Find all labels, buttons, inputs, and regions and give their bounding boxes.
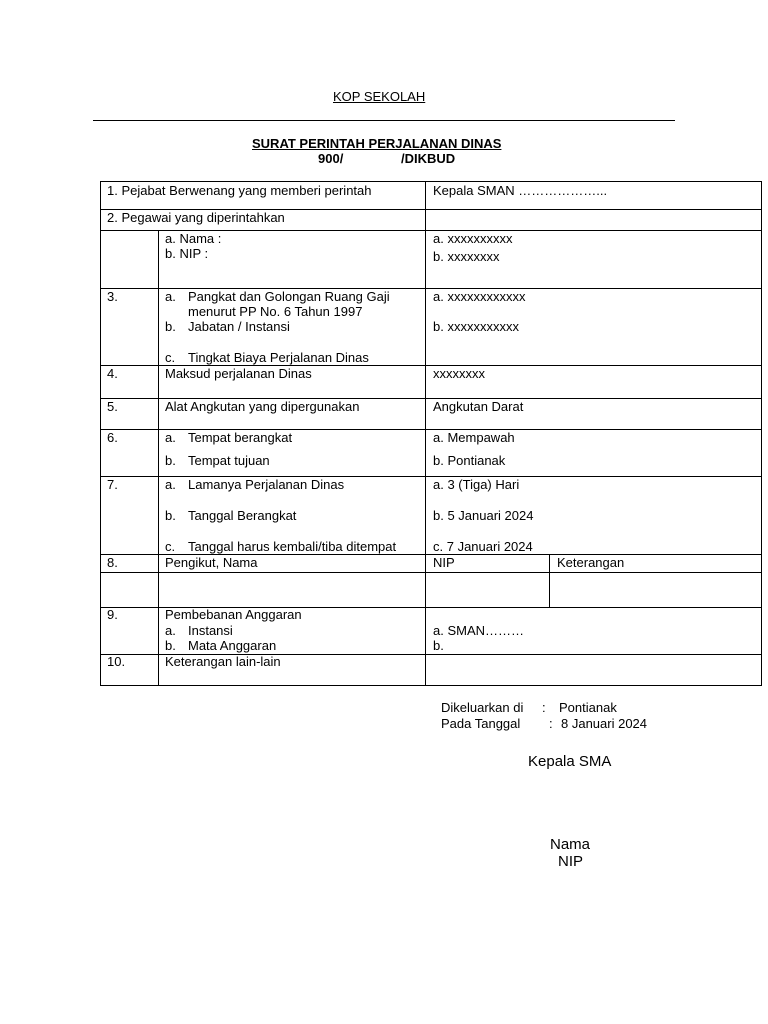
- row7-b-label: Tanggal Berangkat: [188, 508, 297, 523]
- row8-label: Pengikut, Nama: [165, 555, 258, 570]
- row9-label: Pembebanan Anggaran: [165, 607, 302, 622]
- signatory-nip: NIP: [558, 853, 584, 870]
- date-value: 8 Januari 2024: [561, 716, 648, 731]
- row2-b-label: b. NIP :: [165, 246, 209, 261]
- row9-a-value: a. SMAN………: [433, 623, 525, 638]
- row8-keterangan-header: Keterangan: [557, 555, 625, 570]
- row2-a-label: a. Nama :: [165, 231, 222, 246]
- row4-value: xxxxxxxx: [433, 366, 485, 381]
- row3-b-label: Jabatan / Instansi: [188, 319, 290, 334]
- issued-value: Pontianak: [559, 700, 617, 715]
- row3-c-label: Tingkat Biaya Perjalanan Dinas: [188, 350, 369, 365]
- row2-b-value: b. xxxxxxxx: [433, 249, 500, 264]
- row9-a-label: Instansi: [188, 623, 233, 638]
- row1-value: Kepala SMAN ………………...: [433, 183, 608, 198]
- row8-number: 8.: [107, 555, 118, 570]
- row7-b-marker: b.: [165, 508, 176, 523]
- document-number-suffix: /DIKBUD: [401, 151, 456, 166]
- row6-number: 6.: [107, 430, 118, 445]
- row8-nip-header: NIP: [433, 555, 455, 570]
- row6-b-label: Tempat tujuan: [188, 453, 270, 468]
- row9-b-value: b.: [433, 638, 444, 653]
- issued-label: Dikeluarkan di: [441, 700, 524, 715]
- row2-a-value: a. xxxxxxxxxx: [433, 231, 513, 246]
- row6-a-marker: a.: [165, 430, 176, 445]
- header-divider: [93, 120, 675, 121]
- row9-b-marker: b.: [165, 638, 176, 653]
- row7-c-value: c. 7 Januari 2024: [433, 539, 533, 554]
- row7-c-label: Tanggal harus kembali/tiba ditempat: [188, 539, 397, 554]
- row7-a-value: a. 3 (Tiga) Hari: [433, 477, 520, 492]
- row3-a-marker: a.: [165, 289, 176, 304]
- row4-label: Maksud perjalanan Dinas: [165, 366, 312, 381]
- row3-a-value: a. xxxxxxxxxxxx: [433, 289, 526, 304]
- row9-number: 9.: [107, 607, 118, 622]
- signatory-name: Nama: [550, 836, 591, 853]
- row3-c-marker: c.: [165, 350, 176, 365]
- document-number-prefix: 900/: [318, 151, 344, 166]
- date-colon: :: [549, 716, 553, 731]
- row7-number: 7.: [107, 477, 118, 492]
- document-title: SURAT PERINTAH PERJALANAN DINAS: [252, 136, 502, 151]
- row6-a-label: Tempat berangkat: [188, 430, 293, 445]
- row6-b-value: b. Pontianak: [433, 453, 506, 468]
- signatory-title: Kepala SMA: [528, 753, 612, 770]
- row2-label: 2. Pegawai yang diperintahkan: [107, 210, 285, 225]
- row3-number: 3.: [107, 289, 118, 304]
- row7-c-marker: c.: [165, 539, 176, 554]
- row5-label: Alat Angkutan yang dipergunakan: [165, 399, 360, 414]
- row3-b-marker: b.: [165, 319, 176, 334]
- row3-a-label-line1: Pangkat dan Golongan Ruang Gaji: [188, 289, 390, 304]
- row7-a-label: Lamanya Perjalanan Dinas: [188, 477, 345, 492]
- kop-sekolah: KOP SEKOLAH: [333, 89, 426, 104]
- row1-label: 1. Pejabat Berwenang yang memberi perintah: [107, 183, 372, 198]
- row9-a-marker: a.: [165, 623, 176, 638]
- row5-value: Angkutan Darat: [433, 399, 524, 414]
- row3-a-label-line2: menurut PP No. 6 Tahun 1997: [188, 304, 363, 319]
- row10-label: Keterangan lain-lain: [165, 654, 281, 669]
- row3-b-value: b. xxxxxxxxxxx: [433, 319, 519, 334]
- row7-b-value: b. 5 Januari 2024: [433, 508, 534, 523]
- row4-number: 4.: [107, 366, 118, 381]
- row9-b-label: Mata Anggaran: [188, 638, 277, 653]
- row10-number: 10.: [107, 654, 126, 669]
- row5-number: 5.: [107, 399, 118, 414]
- issued-colon: :: [542, 700, 546, 715]
- row6-b-marker: b.: [165, 453, 176, 468]
- row7-a-marker: a.: [165, 477, 176, 492]
- date-label: Pada Tanggal: [441, 716, 521, 731]
- row6-a-value: a. Mempawah: [433, 430, 515, 445]
